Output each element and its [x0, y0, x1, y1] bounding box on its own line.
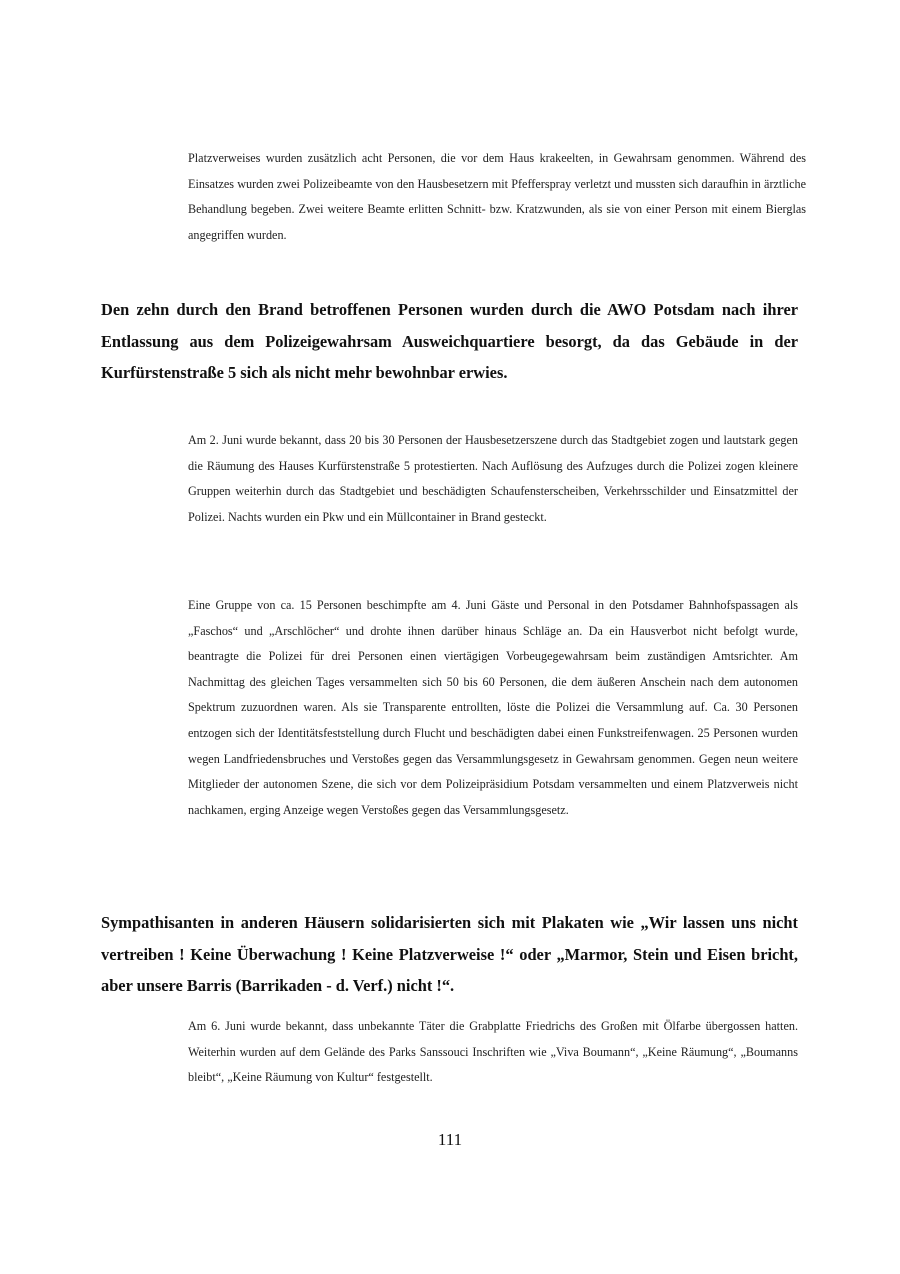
paragraph-2-juni: Am 2. Juni wurde bekannt, dass 20 bis 30 Personen der Hausbesetzerszene durch das Stadtgebiet zogen und lautstark gegen die Räumung des Hauses Kurfürstenstraße 5 protestierten. Nach Auflösung des Aufzuges durch die Polizei zogen kleinere Gruppen weiterhin durch das Stadtgebiet und beschädigten Schaufensterscheiben, Verkehrsschilder und Einsatzmittel der Polizei. Nachts wurden ein Pkw und ein Müllcontainer in Brand gesteckt.: [188, 433, 798, 524]
paragraph-6-juni: Am 6. Juni wurde bekannt, dass unbekannte Täter die Grabplatte Friedrichs des Großen mit Ölfarbe übergossen hatten. Weiterhin wurden auf dem Gelände des Parks Sanssouci Inschriften wie „Viva Boumann“, „Keine Räumung“, „Boumanns bleibt“, „Keine Räumung von Kultur“ festgestellt.: [188, 1019, 798, 1085]
page-number: 111: [437, 1130, 463, 1149]
paragraph-awo-quartiere: Den zehn durch den Brand betroffenen Personen wurden durch die AWO Potsdam nach ihrer Entlassung aus dem Polizeigewahrsam Ausweichquartiere besorgt, da das Gebäude in der Kurfürstenstraße 5 sich als nicht mehr bewohnbar erwies.: [101, 300, 798, 382]
paragraph-4-juni: Eine Gruppe von ca. 15 Personen beschimpfte am 4. Juni Gäste und Personal in den Potsdamer Bahnhofspassagen als „Faschos“ und „Arschlöcher“ und drohte ihnen darüber hinaus Schläge an. Da ein Hausverbot nicht befolgt wurde, beantragte die Polizei für drei Personen einen viertägigen Vorbeugegewahrsam beim zuständigen Amtsrichter. Am Nachmittag des gleichen Tages versammelten sich 50 bis 60 Personen, die dem äußeren Anschein nach dem autonomen Spektrum zuzuordnen waren. Als sie Transparente entrollten, löste die Polizei die Versammlung auf. Ca. 30 Personen entzogen sich der Identitätsfeststellung durch Flucht und beschädigten dabei einen Funkstreifenwagen. 25 Personen wurden wegen Landfriedensbruches und Verstoßes gegen das Versammlungsgesetz in Gewahrsam genommen. Gegen neun weitere Mitglieder der autonomen Szene, die sich vor dem Polizeipräsidium Potsdam versammelten und einem Platzverweis nicht nachkamen, erging Anzeige wegen Verstoßes gegen das Versammlungsgesetz.: [188, 598, 798, 817]
paragraph-platzverweise: Platzverweises wurden zusätzlich acht Personen, die vor dem Haus krakeelten, in Gewahrsam genommen. Während des Einsatzes wurden zwei Polizeibeamte von den Hausbesetzern mit Pfefferspray verletzt und mussten sich daraufhin in ärztliche Behandlung begeben. Zwei weitere Beamte erlitten Schnitt- bzw. Kratzwunden, als sie von einer Person mit einem Bierglas angegriffen wurden.: [188, 151, 806, 242]
paragraph-sympathisanten: Sympathisanten in anderen Häusern solidarisierten sich mit Plakaten wie „Wir lassen uns nicht vertreiben ! Keine Überwachung ! Keine Platzverweise !“ oder „Marmor, Stein und Eisen bricht, aber unsere Barris (Barrikaden - d. Verf.) nicht !“.: [101, 913, 798, 995]
